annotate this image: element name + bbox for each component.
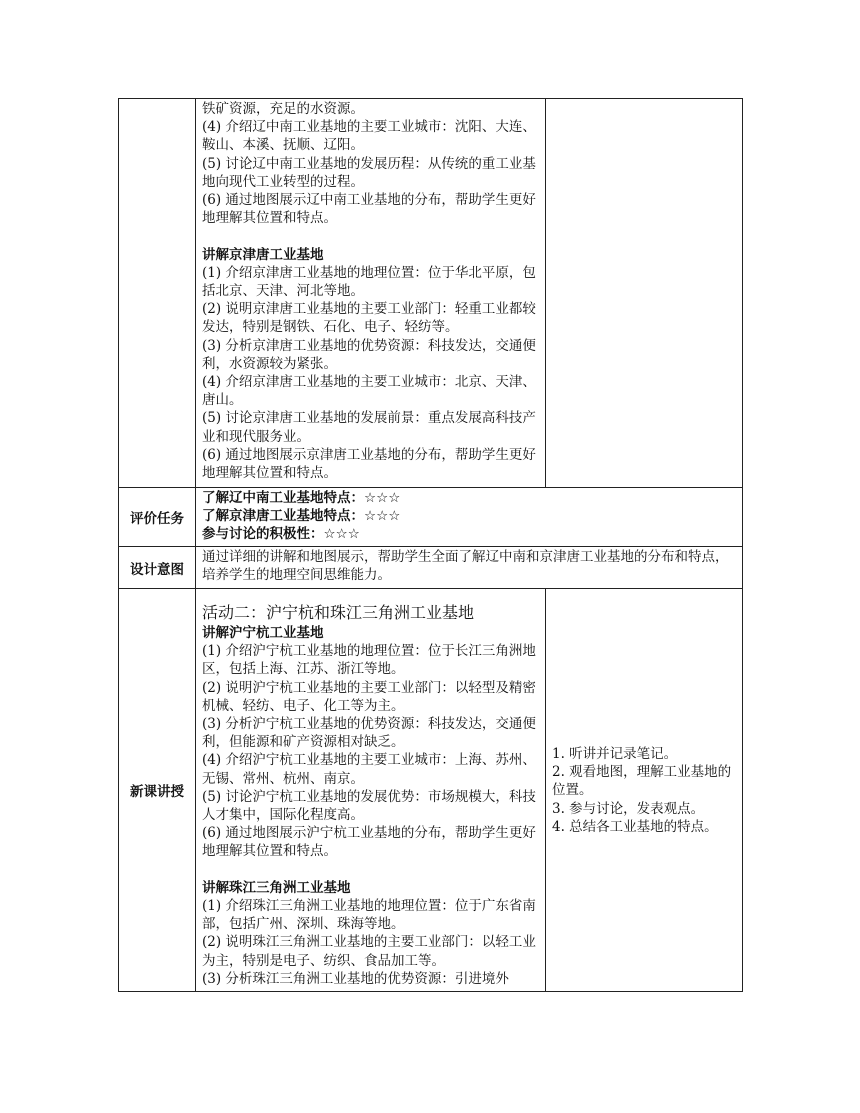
table-row-new-lesson: [119, 589, 743, 992]
student-activity-cell: [546, 589, 743, 992]
text-line: (4) 介绍辽中南工业基地的主要工业城市：沈阳、大连、鞍山、本溪、抚顺、辽阳。: [202, 119, 536, 154]
activity-title: 活动二：沪宁杭和珠江三角洲工业基地: [202, 603, 475, 622]
design-text: 通过详细的讲解和地图展示，帮助学生全面了解辽中南和京津唐工业基地的分布和特点，培养学生的地理空间思维能力。: [202, 549, 729, 584]
text-line: 铁矿资源，充足的水资源。: [202, 101, 364, 117]
student-activity-item: 1. 听讲并记录笔记。: [552, 745, 678, 762]
text-line: (2) 说明珠江三角洲工业基地的主要工业部门：以轻工业为主，特别是电子、纺织、食品加工等。: [202, 934, 536, 969]
text-line: (1) 介绍珠江三角洲工业基地的地理位置：位于广东省南部，包括广州、深圳、珠海等地。: [202, 898, 536, 933]
text-line: (4) 介绍沪宁杭工业基地的主要工业城市：上海、苏州、无锡、常州、杭州、南京。: [202, 752, 536, 787]
evaluation-content: [196, 488, 743, 547]
student-activity-item: 4. 总结各工业基地的特点。: [552, 818, 718, 835]
text-line: (6) 通过地图展示京津唐工业基地的分布，帮助学生更好地理解其位置和特点。: [202, 446, 536, 482]
student-activity-cell-empty: [546, 99, 743, 488]
evaluation-label: 评价任务: [119, 488, 196, 547]
text-line: (4) 介绍京津唐工业基地的主要工业城市：北京、天津、唐山。: [202, 374, 536, 409]
table-row-design: [119, 547, 743, 589]
new-lesson-label: 新课讲授: [119, 589, 196, 992]
star-rating: ☆☆☆: [364, 490, 401, 506]
table-row-continuation: [119, 99, 743, 488]
text-line: (3) 分析京津唐工业基地的优势资源：科技发达，交通便利，水资源较为紧张。: [202, 337, 536, 372]
star-rating: ☆☆☆: [364, 508, 401, 525]
content-cell-new-lesson: [196, 589, 546, 992]
text-line: (2) 说明沪宁杭工业基地的主要工业部门：以轻型及精密机械、轻纺、电子、化工等为主。: [202, 679, 536, 714]
student-activity-item: 3. 参与讨论，发表观点。: [552, 800, 705, 817]
design-content: [196, 547, 743, 589]
text-line: (6) 通过地图展示辽中南工业基地的分布，帮助学生更好地理解其位置和特点。: [202, 192, 536, 227]
evaluation-item: 了解京津唐工业基地特点：☆☆☆: [202, 508, 401, 525]
evaluation-item: 了解辽中南工业基地特点：☆☆☆: [202, 490, 401, 506]
design-label: 设计意图: [119, 547, 196, 589]
section-heading-jingjintang: 讲解京津唐工业基地: [202, 246, 324, 263]
text-line: (5) 讨论沪宁杭工业基地的发展优势：市场规模大，科技人才集中，国际化程度高。: [202, 788, 536, 824]
lesson-plan-table: [118, 98, 743, 992]
text-line: (1) 介绍沪宁杭工业基地的地理位置：位于长江三角洲地区，包括上海、江苏、浙江等地。: [202, 643, 536, 678]
label-cell-empty: [119, 99, 196, 488]
star-rating: ☆☆☆: [323, 526, 360, 543]
text-line: (2) 说明京津唐工业基地的主要工业部门：轻重工业都较发达，特别是钢铁、石化、电子、轻纺等。: [202, 301, 536, 336]
table-row-evaluation: [119, 488, 743, 547]
content-cell-block1: [196, 99, 546, 488]
text-line: (6) 通过地图展示沪宁杭工业基地的分布，帮助学生更好地理解其位置和特点。: [202, 825, 536, 860]
student-activity-item: 2. 观看地图，理解工业基地的位置。: [552, 764, 732, 799]
text-line: (3) 分析珠江三角洲工业基地的优势资源：引进境外: [202, 970, 509, 987]
evaluation-item: 参与讨论的积极性：☆☆☆: [202, 526, 360, 543]
section-heading-huningxhang: 讲解沪宁杭工业基地: [202, 625, 324, 641]
text-line: (5) 讨论辽中南工业基地的发展历程：从传统的重工业基地向现代工业转型的过程。: [202, 155, 536, 190]
text-line: (3) 分析沪宁杭工业基地的优势资源：科技发达，交通便利，但能源和矿产资源相对缺乏。: [202, 716, 536, 751]
section-heading-pearl-river: 讲解珠江三角洲工业基地: [202, 879, 351, 896]
text-line: (5) 讨论京津唐工业基地的发展前景：重点发展高科技产业和现代服务业。: [202, 410, 536, 445]
text-line: (1) 介绍京津唐工业基地的地理位置：位于华北平原，包括北京、天津、河北等地。: [202, 264, 536, 300]
